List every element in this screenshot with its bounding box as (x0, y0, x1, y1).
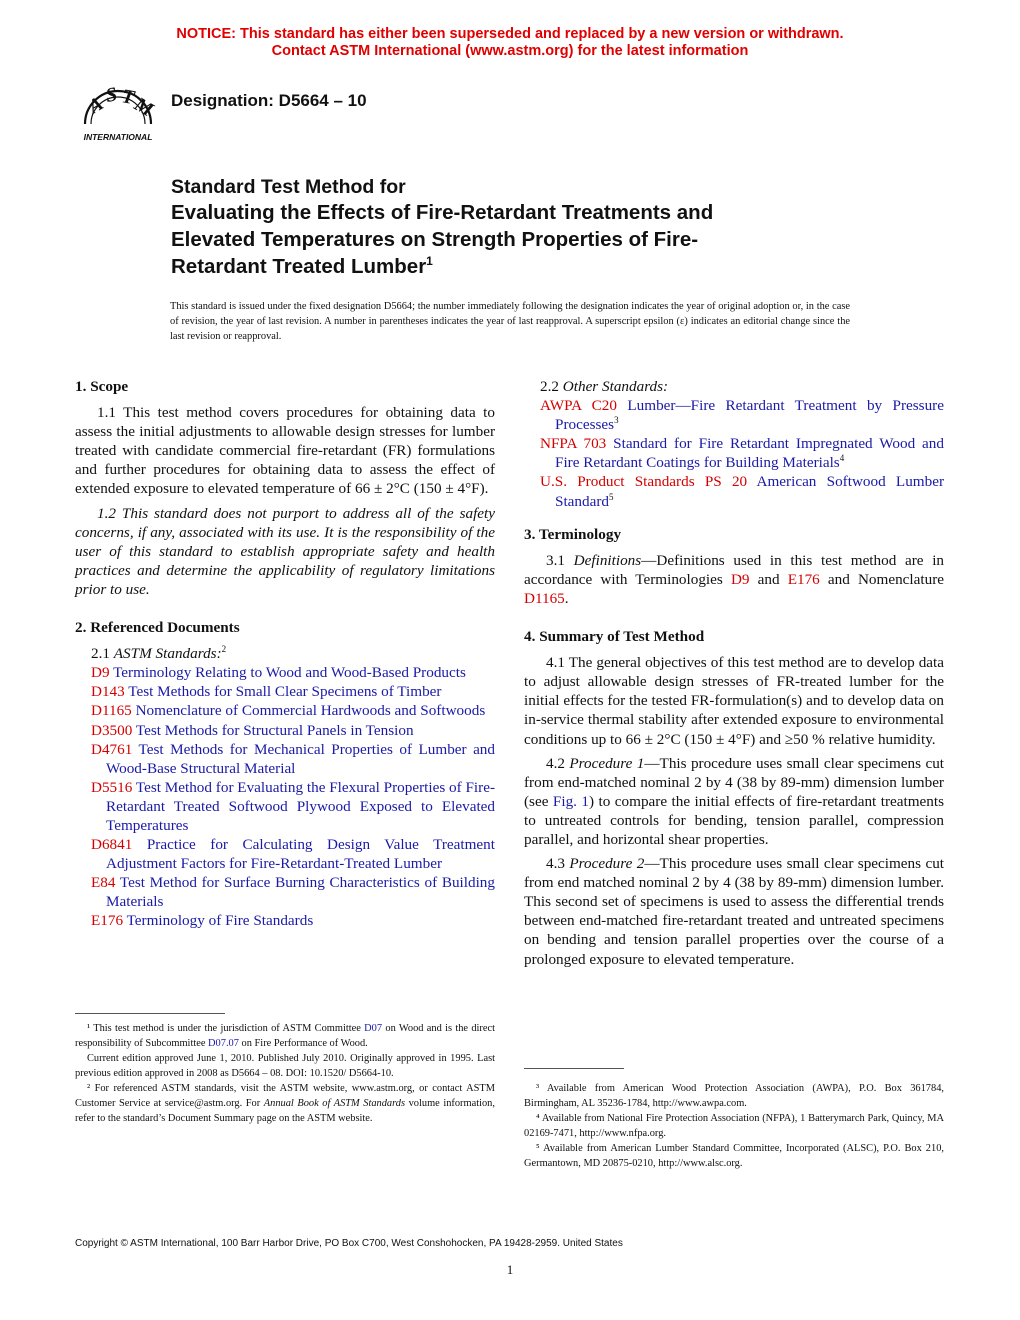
reference-title-link[interactable]: Test Method for Surface Burning Characteristics of Building Materials (106, 874, 495, 911)
title-line-1: Evaluating the Effects of Fire-Retardant Treatments and (171, 201, 714, 224)
link-fig-1[interactable]: Fig. 1 (552, 792, 590, 810)
reference-item (75, 663, 495, 682)
svg-text:A: A (84, 92, 108, 119)
section-1-1: 1.1 This test method covers procedures for obtaining data to assess the initial adjustments to allowable design stresses for lumber treated with candidate commercial fire-retardant (FR) formulations and further procedures for obtaining data to assess the effect of extended exposure to elevated temperature of 66 ± 2°C (150 ± 4°F). (75, 404, 495, 498)
section-4-heading: 4. Summary of Test Method (524, 628, 705, 646)
reference-title-link[interactable]: Test Method for Evaluating the Flexural Properties of Fire-Retardant Treated Softwood Plywood Exposed to Elevated Temperatures (106, 778, 495, 834)
link-d07-07[interactable]: D07.07 (208, 1038, 239, 1049)
footnotes-right (524, 1081, 944, 1171)
reference-item (75, 701, 495, 720)
section-2-1: 2.1 ASTM Standards:$^2$ (91, 644, 227, 663)
reference-code-link[interactable]: D6841 (91, 836, 133, 854)
link-d9[interactable]: D9 (730, 570, 750, 588)
page-number: 1 (506, 1262, 514, 1277)
designation: Designation: D5664 – 10 (171, 91, 367, 110)
section-1-2: 1.2 This standard does not purport to address all of the safety concerns, if any, associated with its use. It is the responsibility of the user of this standard to establish appropriate safety and health practices and determine the applicability of regulatory limitations prior to use. (75, 504, 495, 598)
issued-note: This standard is issued under the fixed designation D5664; the number immediately following the designation indicates the year of original adoption or, in the case of revision, the year of last revision. A number in parentheses indicates the year of last reapproval. A superscript epsilon (ε) indicates an editorial change since the last revision or reapproval. (170, 301, 850, 342)
footnote-4: ⁴ Available from National Fire Protection Association (NFPA), 1 Batterymarch Park, Quincy, MA 02169-7471, http://www.nfpa.org. (524, 1113, 944, 1139)
section-4-2: 4.2 Procedure 1—This procedure uses small clear specimens cut from end-matched nominal 2 by 4 (38 by 89-mm) dimension lumber (see Fig. 1) to compare the initial effects of fire-retardant treatments to untreated controls for bending, tension parallel, compression parallel, and horizontal shear properties. (524, 754, 945, 848)
other-reference-code-link[interactable]: AWPA C20 (540, 397, 617, 415)
footnote-1-edition: Current edition approved June 1, 2010. Published July 2010. Originally approved in 1995. Last previous edition approved in 2008 as D5664 – 08. DOI: 10.1520/ D5664-10. (75, 1053, 495, 1079)
svg-text:S: S (104, 83, 119, 107)
footnote-rule-left (75, 1013, 225, 1014)
section-4-3: 4.3 Procedure 2—This procedure uses small clear specimens cut from end matched nominal 2 by 4 (38 by 89-mm) dimension lumber. This second set of specimens is used to assess the differential trends between end-matched fire-retardant treated and untreated specimens on bending and tension parallel properties over the course of a prolonged exposure to elevated temperature. (524, 855, 945, 968)
link-e176[interactable]: E176 (787, 570, 820, 588)
footnote-rule-right (524, 1068, 624, 1069)
footnote-5: ⁵ Available from American Lumber Standard Committee, Incorporated (ALSC), P.O. Box 210, Germantown, MD 20875-0210, http://www.alsc.org. (524, 1143, 944, 1169)
other-standards-list (524, 396, 944, 511)
supersede-notice (0, 26, 1020, 60)
referenced-standards-list (75, 663, 495, 930)
reference-item (75, 778, 495, 835)
reference-code-link[interactable]: D9 (91, 664, 110, 682)
copyright: Copyright © ASTM International, 100 Barr Harbor Drive, PO Box C700, West Conshohocken, PA 19428-2959. United States (75, 1238, 623, 1249)
footnote-mark: 5 (609, 491, 614, 502)
reference-item (75, 682, 495, 701)
footnote-mark: 3 (614, 415, 619, 426)
reference-item (75, 740, 495, 778)
section-2-2: 2.2 Other Standards: (540, 378, 669, 395)
other-reference-item (524, 472, 944, 510)
right-column (524, 377, 944, 974)
other-reference-item (524, 396, 944, 434)
reference-title-link[interactable]: Test Methods for Structural Panels in Tension (132, 721, 414, 739)
reference-title-link[interactable]: Nomenclature of Commercial Hardwoods and Softwoods (131, 702, 486, 720)
reference-title-link[interactable]: Test Methods for Small Clear Specimens of Timber (124, 683, 442, 701)
reference-item (75, 835, 495, 873)
section-3-1: 3.1 Definitions—Definitions used in this test method are in accordance with Terminologies D9 and E176 and Nomenclature D1165. (524, 551, 945, 607)
other-reference-title-link[interactable]: Standard for Fire Retardant Impregnated Wood and Fire Retardant Coatings for Building Materials (555, 435, 944, 472)
reference-title-link[interactable]: Practice for Calculating Design Value Treatment Adjustment Factors for Fire-Retardant-Treated Lumber (106, 836, 495, 873)
other-reference-title-link[interactable]: American Softwood Lumber Standard (555, 473, 944, 510)
svg-text:M: M (130, 93, 157, 122)
other-reference-title-link[interactable]: Lumber—Fire Retardant Treatment by Pressure Processes (555, 397, 944, 434)
footnote-1: ¹ This test method is under the jurisdiction of ASTM Committee D07 on Wood and is the direct responsibility of Subcommittee D07.07 on Fire Performance of Wood. (75, 1023, 495, 1049)
reference-code-link[interactable]: D3500 (91, 721, 133, 739)
reference-item (75, 721, 495, 740)
notice-line-2: Contact ASTM International (www.astm.org) for the latest information (271, 43, 749, 59)
title-line-2: Elevated Temperatures on Strength Properties of Fire- (171, 228, 699, 251)
left-column (75, 377, 495, 931)
link-d07[interactable]: D07 (364, 1023, 383, 1034)
document-title (171, 175, 871, 280)
reference-item (75, 873, 495, 911)
reference-code-link[interactable]: D143 (91, 683, 125, 701)
astm-logo (75, 72, 161, 146)
section-3-heading: 3. Terminology (524, 525, 622, 543)
reference-item (75, 911, 495, 930)
notice-line-1: NOTICE: This standard has either been superseded and replaced by a new version or withdrawn. (176, 26, 844, 42)
footnote-3: ³ Available from American Wood Protection Association (AWPA), P.O. Box 361784, Birmingham, AL 35236-1784, http://www.awpa.com. (524, 1083, 944, 1109)
reference-code-link[interactable]: D1165 (91, 702, 132, 720)
reference-code-link[interactable]: E84 (91, 874, 116, 892)
title-footnote-mark: 1 (426, 254, 433, 269)
reference-code-link[interactable]: D5516 (91, 778, 133, 796)
other-reference-code-link[interactable]: NFPA 703 (540, 435, 607, 453)
other-reference-item (524, 434, 944, 472)
section-2-heading: 2. Referenced Documents (75, 619, 240, 637)
reference-title-link[interactable]: Terminology Relating to Wood and Wood-Based Products (109, 664, 466, 682)
logo-subtext: INTERNATIONAL (83, 132, 153, 142)
reference-title-link[interactable]: Terminology of Fire Standards (123, 912, 314, 930)
reference-code-link[interactable]: E176 (91, 912, 124, 930)
footnote-2: ² For referenced ASTM standards, visit the ASTM website, www.astm.org, or contact ASTM Customer Service at service@astm.org. For Annual Book of ASTM Standards volume information, refer to the standard’s Document Summary page on the ASTM website. (75, 1083, 495, 1124)
title-line-3: Retardant Treated Lumber$^1$ (171, 254, 433, 278)
link-d1165[interactable]: D1165 (524, 589, 565, 607)
section-4-1: 4.1 The general objectives of this test method are to develop data to adjust allowable design stresses of FR-treated lumber for the initial effects for the tested FR-formulation(s) and to develop data on in-service thermal stability after extended exposure to environmental conditions up to 66 ± 2°C (150 ± 4°F) and ≥50 % relative humidity. (524, 654, 944, 748)
footnotes-left (75, 1021, 495, 1126)
svg-text:T: T (120, 85, 136, 110)
other-reference-code-link[interactable]: U.S. Product Standards PS 20 (540, 473, 748, 491)
reference-title-link[interactable]: Test Methods for Mechanical Properties of Lumber and Wood-Base Structural Material (106, 740, 495, 777)
section-1-heading: 1. Scope (75, 378, 129, 395)
footnote-mark: 4 (839, 453, 845, 464)
reference-code-link[interactable]: D4761 (91, 740, 133, 758)
title-pre: Standard Test Method for (171, 176, 406, 198)
